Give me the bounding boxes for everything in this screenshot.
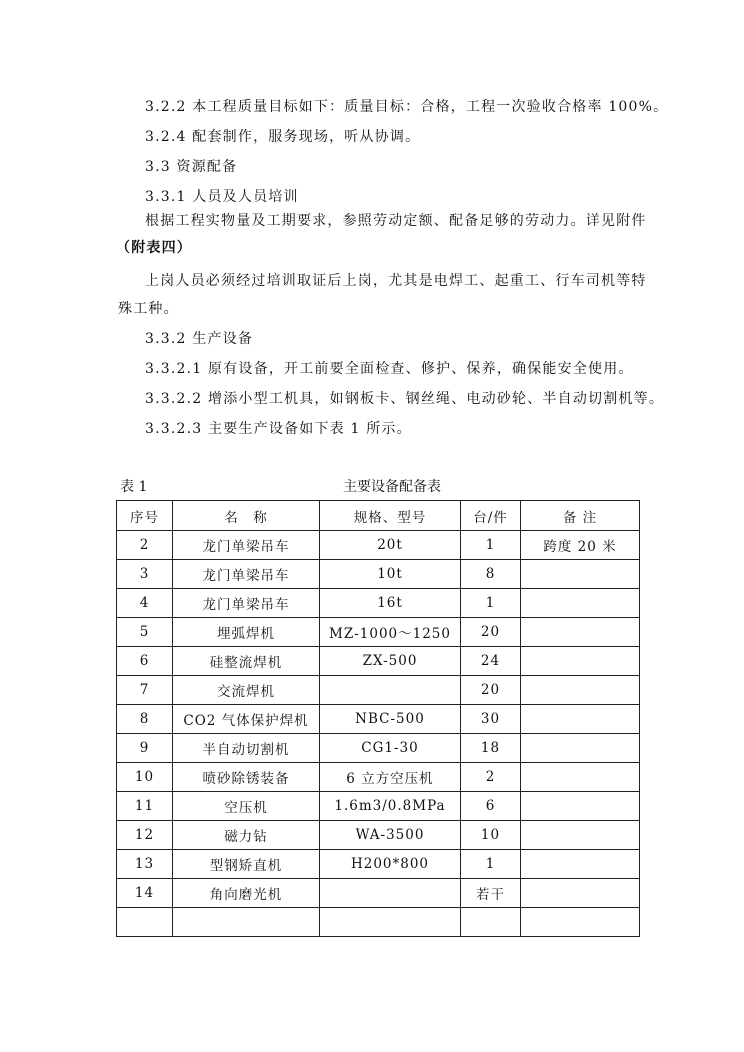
section-heading-3-3-1: 3.3.1 人员及人员培训: [145, 189, 299, 205]
table-cell: 10: [461, 821, 521, 850]
table-cell: 1: [461, 589, 521, 618]
table-cell: 6: [461, 792, 521, 821]
table-cell: [320, 676, 461, 705]
table-cell: 10t: [320, 560, 461, 589]
table-cell: 24: [461, 647, 521, 676]
table-cell: [320, 908, 461, 937]
header-cell: 台/件: [461, 501, 521, 531]
appendix-reference: （附表四）: [116, 240, 192, 256]
table-cell: 喷砂除锈装备: [173, 763, 320, 792]
table-cell: [521, 908, 640, 937]
table-cell: 8: [117, 705, 173, 734]
table-cell: 7: [117, 676, 173, 705]
table-cell: 龙门单梁吊车: [173, 531, 320, 560]
table-cell: MZ-1000～1250: [320, 618, 461, 647]
table-cell: 1: [461, 850, 521, 879]
table-cell: 2: [461, 763, 521, 792]
table-cell: CG1-30: [320, 734, 461, 763]
table-cell: 埋弧焊机: [173, 618, 320, 647]
table-cell: [521, 560, 640, 589]
table-row: [117, 618, 640, 647]
table-cell: [521, 850, 640, 879]
table-cell: [521, 792, 640, 821]
table-label: 表 1: [120, 479, 148, 495]
header-cell: 名 称: [173, 501, 320, 531]
table-row: [117, 589, 640, 618]
table-cell: 半自动切割机: [173, 734, 320, 763]
table-cell: 8: [461, 560, 521, 589]
paragraph-3-2-2: 3.2.2 本工程质量目标如下：质量目标：合格，工程一次验收合格率 100%。: [145, 99, 669, 115]
table-cell: 20: [461, 676, 521, 705]
paragraph-3-3-2-2: 3.3.2.2 增添小型工机具，如钢板卡、钢丝绳、电动砂轮、半自动切割机等。: [145, 391, 665, 407]
table-cell: 磁力钻: [173, 821, 320, 850]
table-cell: 角向磨光机: [173, 879, 320, 908]
table-row: [117, 792, 640, 821]
table-cell: 龙门单梁吊车: [173, 560, 320, 589]
paragraph-3-2-4: 3.2.4 配套制作，服务现场，听从协调。: [145, 129, 421, 145]
paragraph-training: 上岗人员必须经过培训取证后上岗，尤其是电焊工、起重工、行车司机等特: [145, 273, 647, 289]
table-cell: CO2 气体保护焊机: [173, 705, 320, 734]
table-cell: 空压机: [173, 792, 320, 821]
table-row: [117, 879, 640, 908]
table-row: [117, 821, 640, 850]
table-cell: 硅整流焊机: [173, 647, 320, 676]
table-cell: H200*800: [320, 850, 461, 879]
table-cell: 10: [117, 763, 173, 792]
table-cell: WA-3500: [320, 821, 461, 850]
table-cell: 20: [461, 618, 521, 647]
table-cell: 跨度 20 米: [521, 531, 640, 560]
table-cell: NBC-500: [320, 705, 461, 734]
table-cell: ZX-500: [320, 647, 461, 676]
table-cell: [521, 879, 640, 908]
table-cell: [521, 618, 640, 647]
table-cell: 9: [117, 734, 173, 763]
table-row: [117, 908, 640, 937]
table-cell: 2: [117, 531, 173, 560]
table-cell: 型钢矫直机: [173, 850, 320, 879]
table-cell: 3: [117, 560, 173, 589]
table-cell: 5: [117, 618, 173, 647]
table-cell: [521, 705, 640, 734]
table-cell: [173, 908, 320, 937]
table-cell: [461, 908, 521, 937]
paragraph-3-3-2-1: 3.3.2.1 原有设备，开工前要全面检查、修护、保养，确保能安全使用。: [145, 361, 634, 377]
section-heading-3-3-2: 3.3.2 生产设备: [145, 331, 254, 347]
table-row: [117, 647, 640, 676]
table-cell: 20t: [320, 531, 461, 560]
table-cell: 6 立方空压机: [320, 763, 461, 792]
table-row: [117, 560, 640, 589]
table-cell: [521, 821, 640, 850]
table-cell: 6: [117, 647, 173, 676]
table-cell: 12: [117, 821, 173, 850]
table-row: [117, 531, 640, 560]
table-cell: [521, 589, 640, 618]
table-cell: 11: [117, 792, 173, 821]
paragraph-labor: 根据工程实物量及工期要求，参照劳动定额、配备足够的劳动力。详见附件: [145, 213, 647, 229]
table-cell: [320, 879, 461, 908]
table-header-row: [117, 501, 640, 531]
table-cell: [521, 676, 640, 705]
table-title: 主要设备配备表: [343, 479, 441, 495]
table-cell: [521, 763, 640, 792]
header-cell: 备 注: [521, 501, 640, 531]
paragraph-3-3-2-3: 3.3.2.3 主要生产设备如下表 1 所示。: [145, 421, 412, 437]
table-cell: 14: [117, 879, 173, 908]
paragraph-training-cont: 殊工种。: [118, 301, 179, 317]
table-row: [117, 676, 640, 705]
table-cell: [521, 647, 640, 676]
table-cell: 16t: [320, 589, 461, 618]
section-heading-3-3: 3.3 资源配备: [145, 159, 238, 175]
table-row: [117, 734, 640, 763]
table-row: [117, 705, 640, 734]
table-cell: 交流焊机: [173, 676, 320, 705]
table-cell: 18: [461, 734, 521, 763]
table-row: [117, 850, 640, 879]
table-cell: 若干: [461, 879, 521, 908]
table-cell: 4: [117, 589, 173, 618]
table-cell: [521, 734, 640, 763]
header-cell: 规格、型号: [320, 501, 461, 531]
table-row: [117, 763, 640, 792]
table-cell: 1.6m3/0.8MPa: [320, 792, 461, 821]
table-cell: 30: [461, 705, 521, 734]
equipment-table: [116, 500, 640, 937]
table-cell: 13: [117, 850, 173, 879]
header-cell: 序号: [117, 501, 173, 531]
table-cell: 1: [461, 531, 521, 560]
table-cell: [117, 908, 173, 937]
table-cell: 龙门单梁吊车: [173, 589, 320, 618]
